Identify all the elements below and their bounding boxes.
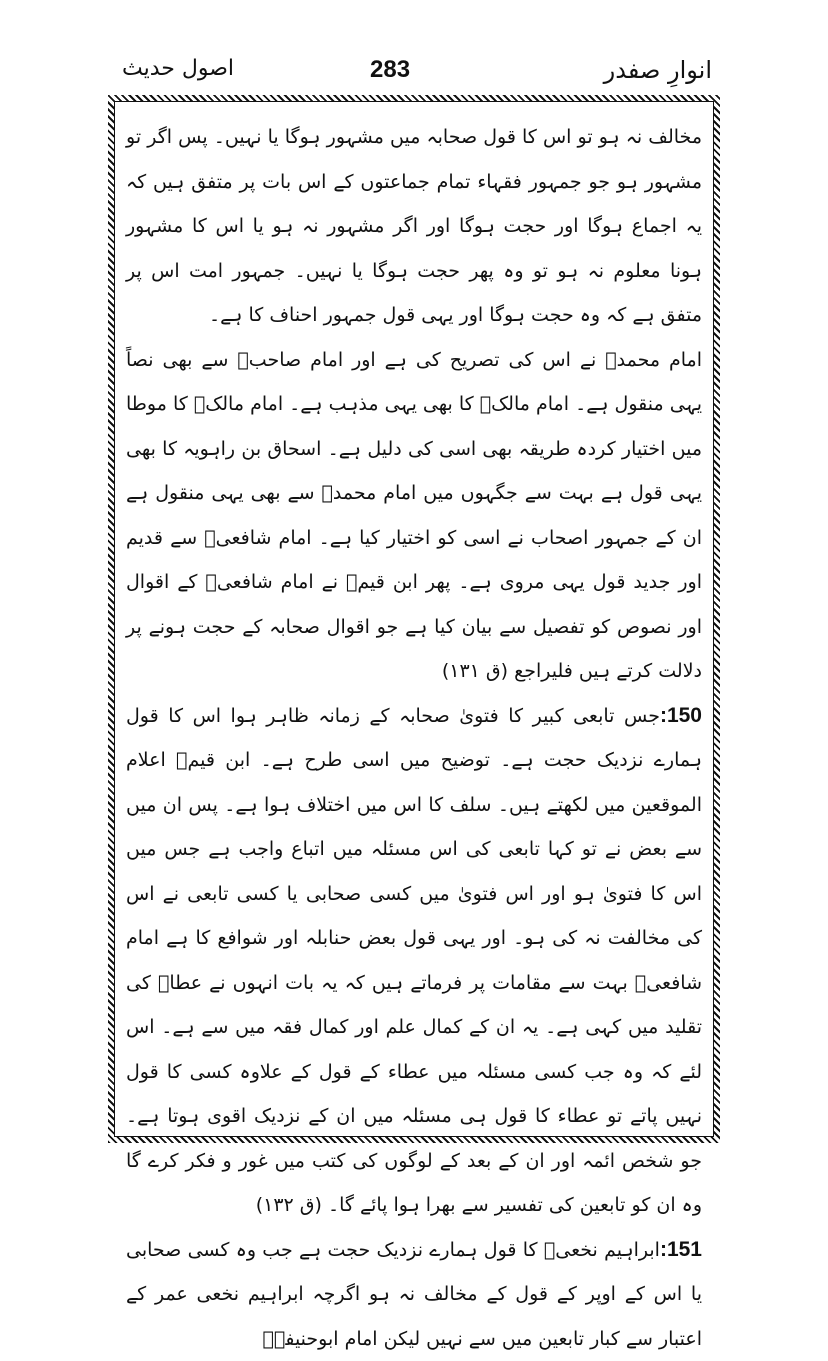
page-border-frame	[108, 95, 720, 1143]
page-number: 283	[370, 56, 410, 84]
page-body	[126, 115, 702, 1361]
paragraph-150-text: جس تابعی کبیر کا فتویٰ صحابہ کے زمانہ ظاہر ہوا اس کا قول ہمارے نزدیک حجت ہے۔ توضیح میں اسی طرح ہے۔ ابن قیمؒ اعلام الموقعین میں لکھتے ہیں۔ سلف کا اس میں اختلاف ہوا ہے۔ پس ان میں سے بعض نے تو کہا تابعی کی اس مسئلہ میں اتباع واجب ہے جس میں اس کا فتویٰ ہو اور اس فتویٰ میں کسی صحابی یا کسی تابعی نے اس کی مخالفت نہ کی ہو۔ اور یہی قول بعض حنابلہ اور شوافع کا ہے امام شافعیؒ بہت سے مقامات پر فرماتے ہیں کہ یہ بات انہوں نے عطاؒ کی تقلید میں کہی ہے۔ یہ ان کے کمال علم اور کمال فقہ میں سے ہے۔ اس لئے کہ وہ جب کسی مسئلہ میں عطاء کے قول کے علاوہ کسی کا قول نہیں پاتے تو عطاء کا قول ہی مسئلہ میں ان کے نزدیک اقوی ہوتا ہے۔ جو شخص ائمہ اور ان کے بعد کے لوگوں کی کتب میں غور و فکر کرے گا وہ ان کو تابعین کی تفسیر سے بھرا ہوا پائے گا۔ (ق ۱۳۲)	[126, 705, 702, 1217]
paragraph-151	[126, 1228, 702, 1361]
paragraph-150	[126, 694, 702, 1228]
page-header	[108, 52, 720, 92]
paragraph-151-text: ابراہیم نخعیؒ کا قول ہمارے نزدیک حجت ہے جب وہ کسی صحابی یا اس کے اوپر کے قول کے مخالف نہ ہو اگرچہ ابراہیم نخعی عمر کے اعتبار سے کبار تابعین میں سے نہیں لیکن امام ابوحنیفہؒ	[126, 1239, 702, 1350]
paragraph-2	[126, 338, 702, 694]
item-number-150: 150:	[660, 704, 702, 727]
paragraph-2-text: امام محمدؒ نے اس کی تصریح کی ہے اور امام صاحبؒ سے بھی نصاً یہی منقول ہے۔ امام مالکؒ کا بھی یہی مذہب ہے۔ امام مالکؒ کا موطا میں اختیار کردہ طریقہ بھی اسی کی دلیل ہے۔ اسحاق بن راہویہ کا بھی یہی قول ہے بہت سے جگہوں میں امام محمدؒ سے بھی یہی منقول ہے ان کے جمہور اصحاب نے اسی کو اختیار کیا ہے۔ امام شافعیؒ سے قدیم اور جدید قول یہی مروی ہے۔ پھر ابن قیمؒ نے امام شافعیؒ کے اقوال اور نصوص کو تفصیل سے بیان کیا ہے جو اقوال صحابہ کے حجت ہونے پر دلالت کرتے ہیں فلیراجع (ق ۱۳۱)	[126, 349, 702, 683]
paragraph-1	[126, 115, 702, 338]
chapter-title: اصول حدیث	[122, 56, 234, 81]
item-number-151: 151:	[660, 1238, 702, 1261]
paragraph-1-text: مخالف نہ ہو تو اس کا قول صحابہ میں مشہور ہوگا یا نہیں۔ پس اگر تو مشہور ہو جو جمہور فقہاء تمام جماعتوں کے اس بات پر متفق ہیں کہ یہ اجماع ہوگا اور حجت ہوگا اور اگر مشہور نہ ہو یا اس کا مشہور ہونا معلوم نہ ہو تو وہ پھر حجت ہوگا یا نہیں۔ جمہور امت اس پر متفق ہے کہ وہ حجت ہوگا اور یہی قول جمہور احناف کا ہے۔	[126, 126, 702, 326]
book-title: انوارِ صفدر	[604, 56, 712, 84]
